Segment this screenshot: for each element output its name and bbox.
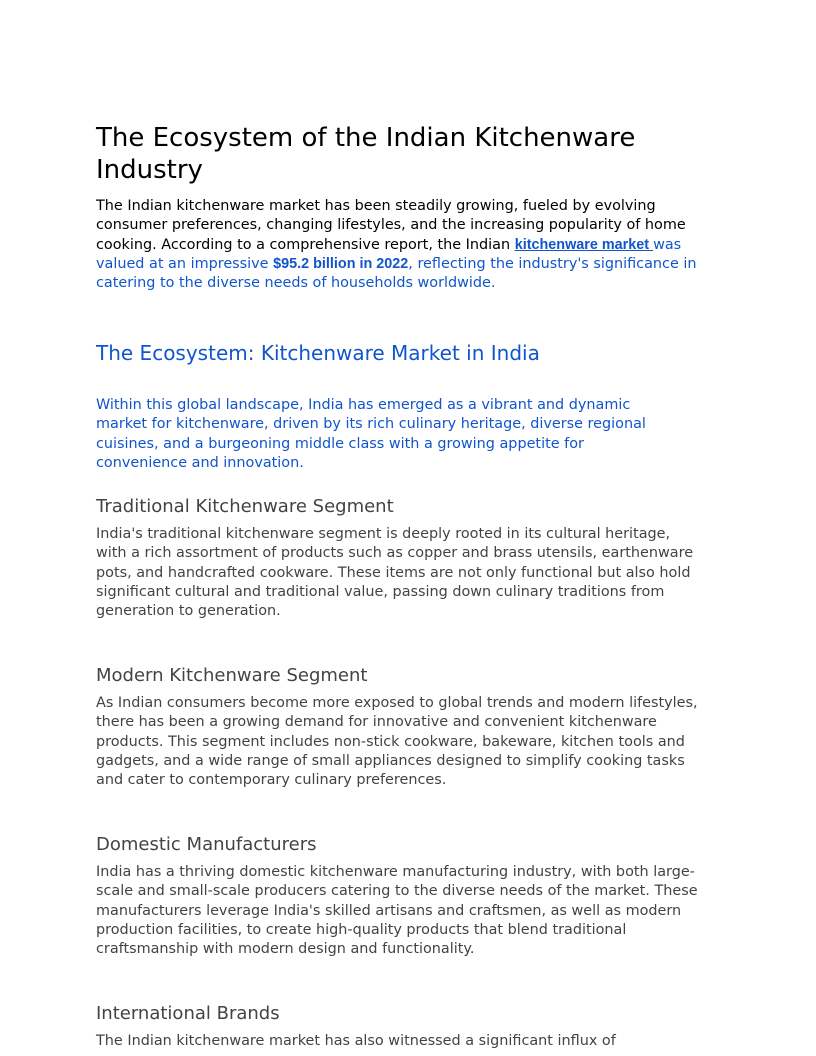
segment-line: generation to generation. bbox=[96, 603, 281, 620]
segment-heading: Traditional Kitchenware Segment bbox=[96, 496, 394, 517]
segment-line: there has been a growing demand for innovative and convenient kitchenware bbox=[96, 714, 657, 731]
segment-heading: Domestic Manufacturers bbox=[96, 834, 317, 855]
intro-line-3-text: cooking. According to a comprehensive report, the Indian bbox=[96, 236, 515, 253]
segment-line: with a rich assortment of products such as copper and brass utensils, earthenware bbox=[96, 545, 694, 562]
segment-line: India has a thriving domestic kitchenware manufacturing industry, with both large- bbox=[96, 864, 695, 880]
intro-line-4-start: valued at an impressive bbox=[96, 255, 274, 272]
segment-international-brands bbox=[96, 1002, 716, 1051]
segment-domestic-manufacturers bbox=[96, 833, 716, 959]
segment-heading: International Brands bbox=[96, 1003, 280, 1024]
intro-line-2: consumer preferences, changing lifestyles, and the increasing popularity of home bbox=[96, 217, 686, 234]
segment-line: products. This segment includes non-stick cookware, bakeware, kitchen tools and bbox=[96, 733, 685, 750]
section-intro-line: convenience and innovation. bbox=[96, 454, 304, 471]
intro-line-5: catering to the diverse needs of households worldwide. bbox=[96, 275, 496, 292]
kitchenware-market-link[interactable]: kitchenware market bbox=[514, 236, 654, 253]
segment-traditional bbox=[96, 495, 716, 621]
segment-line: gadgets, and a wide range of small appliances designed to simplify cooking tasks bbox=[96, 752, 685, 769]
section-intro-paragraph bbox=[96, 396, 716, 473]
segment-line: scale and small-scale producers catering to the diverse needs of the market. These bbox=[96, 883, 698, 900]
segment-line: production facilities, to create high-quality products that blend traditional bbox=[96, 921, 627, 938]
segment-line: pots, and handcrafted cookware. These items are not only functional but also hold bbox=[96, 564, 691, 581]
intro-line-3 bbox=[96, 236, 726, 255]
segment-line: The Indian kitchenware market has also witnessed a significant influx of bbox=[96, 1033, 616, 1049]
segment-line: significant cultural and traditional value, passing down culinary traditions from bbox=[96, 583, 665, 600]
section-heading-block bbox=[96, 340, 716, 366]
section-heading: The Ecosystem: Kitchenware Market in India bbox=[96, 341, 540, 365]
document-title: The Ecosystem of the Indian Kitchenware Industry bbox=[96, 123, 636, 185]
market-value-highlight: $95.2 billion in 2022 bbox=[273, 255, 409, 272]
intro-line-4-end: , reflecting the industry's significance in bbox=[408, 255, 697, 272]
segment-line: manufacturers leverage India's skilled artisans and craftsmen, as well as modern bbox=[96, 902, 682, 919]
intro-line-1: The Indian kitchenware market has been steadily growing, fueled by evolving bbox=[96, 198, 656, 214]
section-intro-line: cuisines, and a burgeoning middle class with a growing appetite for bbox=[96, 435, 584, 452]
intro-after-link: was bbox=[653, 236, 682, 253]
document-title-block bbox=[96, 122, 716, 186]
segment-line: and cater to contemporary culinary preferences. bbox=[96, 772, 447, 789]
section-intro-line: market for kitchenware, driven by its rich culinary heritage, diverse regional bbox=[96, 416, 646, 433]
segment-line: craftsmanship with modern design and functionality. bbox=[96, 941, 475, 958]
section-intro-line: Within this global landscape, India has emerged as a vibrant and dynamic bbox=[96, 397, 631, 413]
segment-heading: Modern Kitchenware Segment bbox=[96, 665, 368, 686]
intro-line-4 bbox=[96, 255, 726, 274]
segment-line: As Indian consumers become more exposed to global trends and modern lifestyles, bbox=[96, 695, 698, 711]
segment-line: India's traditional kitchenware segment is deeply rooted in its cultural heritage, bbox=[96, 526, 671, 542]
segment-modern bbox=[96, 664, 716, 790]
intro-paragraph bbox=[96, 197, 726, 293]
